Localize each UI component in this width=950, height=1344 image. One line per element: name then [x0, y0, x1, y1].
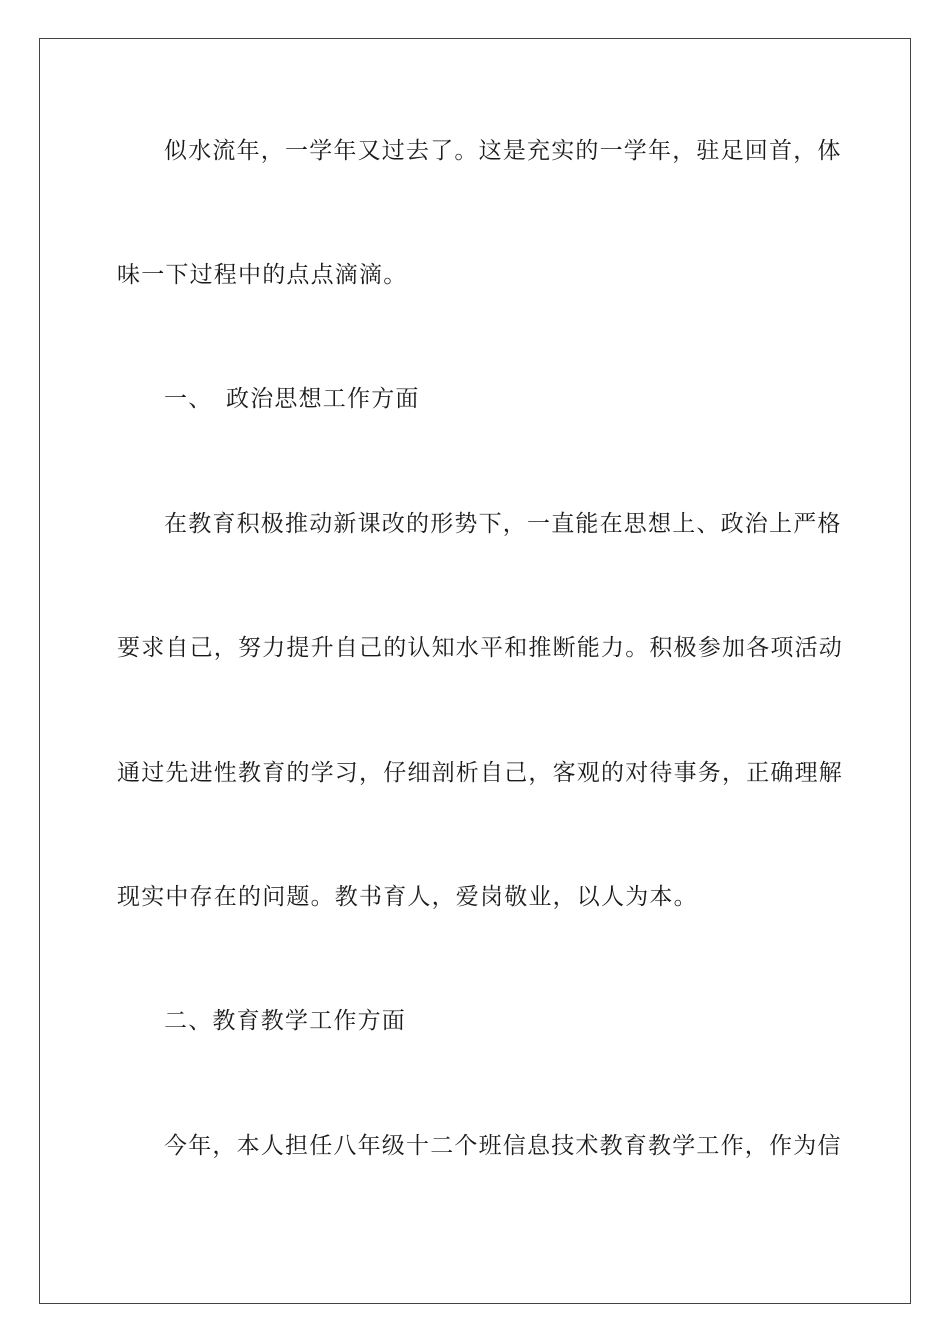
- paragraph-2-line-1: 在教育积极推动新课改的形势下，一直能在思想上、政治上严格: [164, 511, 842, 537]
- section-heading-1-title: 政治思想工作方面: [226, 386, 420, 412]
- paragraph-1-line-1: 似水流年，一学年又过去了。这是充实的一学年，驻足回首，体: [164, 138, 842, 164]
- section-heading-2: 二、教育教学工作方面: [164, 1008, 406, 1034]
- paragraph-1-line-2: 味一下过程中的点点滴滴。: [117, 262, 408, 288]
- paragraph-3-line-1: 今年，本人担任八年级十二个班信息技术教育教学工作，作为信: [164, 1133, 842, 1159]
- paragraph-2-line-2: 要求自己，努力提升自己的认知水平和推断能力。积极参加各项活动: [117, 635, 843, 661]
- section-heading-1: [164, 384, 831, 414]
- section-heading-1-number: 一、: [164, 386, 213, 412]
- paragraph-2-line-4: 现实中存在的问题。教书育人，爱岗敬业，以人为本。: [117, 884, 698, 910]
- paragraph-2-line-3: 通过先进性教育的学习，仔细剖析自己，客观的对待事务，正确理解: [117, 760, 843, 786]
- page-frame: [39, 38, 911, 1304]
